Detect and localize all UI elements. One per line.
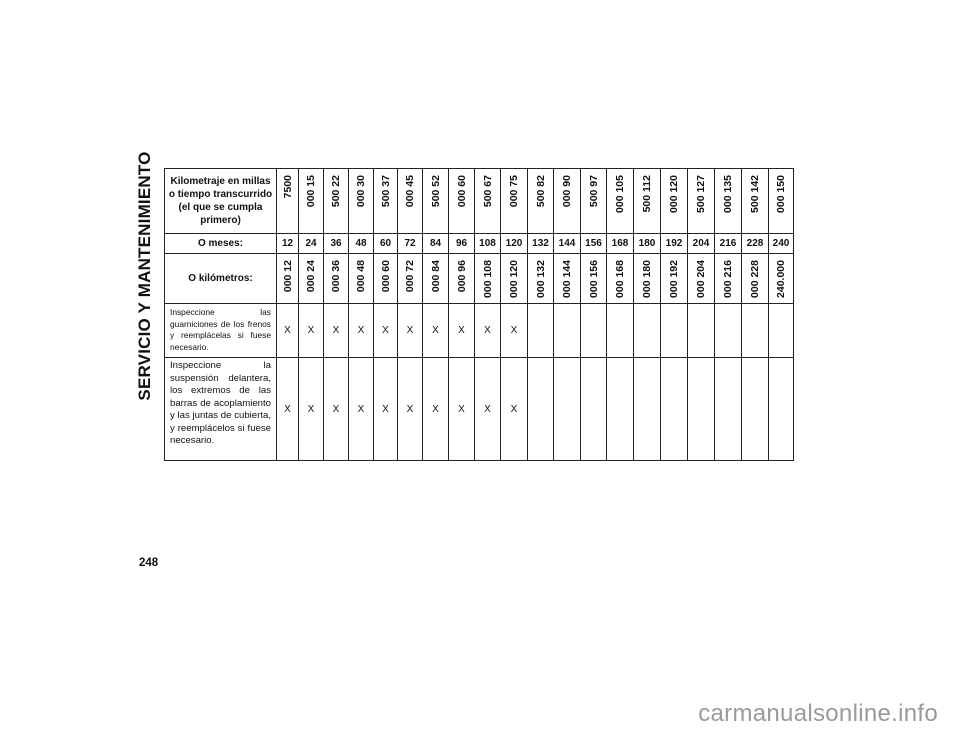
page-number: 248 <box>139 557 159 569</box>
kilometers-value: 48 000 <box>355 260 367 293</box>
months-label: O meses: <box>165 234 277 254</box>
kilometers-value: 204 000 <box>695 260 707 298</box>
months-value: 108 <box>475 234 501 254</box>
months-value: 60 <box>374 234 398 254</box>
service-mark: X <box>299 358 324 461</box>
kilometers-value: 72 000 <box>404 260 416 293</box>
kilometers-value: 84 000 <box>429 260 442 293</box>
months-value: 180 <box>634 234 661 254</box>
kilometers-cell <box>449 254 475 304</box>
service-mark: X <box>475 304 501 358</box>
service-mark: X <box>324 304 349 358</box>
months-value: 168 <box>607 234 634 254</box>
mileage-cell <box>398 169 423 234</box>
service-mark <box>554 304 581 358</box>
service-mark <box>715 358 742 461</box>
kilometers-value: 120 000 <box>508 260 520 298</box>
mileage-cell <box>528 169 554 234</box>
kilometers-cell <box>398 254 423 304</box>
service-mark: X <box>501 358 528 461</box>
mileage-label: Kilometraje en millas o tiempo transcurrido (el que se cumpla primero) <box>165 169 277 234</box>
kilometers-value: 168 000 <box>614 260 626 298</box>
service-mark: X <box>277 304 299 358</box>
months-value: 24 <box>299 234 324 254</box>
kilometers-cell <box>715 254 742 304</box>
service-mark: X <box>349 358 374 461</box>
months-value: 216 <box>715 234 742 254</box>
service-mark <box>528 304 554 358</box>
kilometers-cell <box>475 254 501 304</box>
kilometers-cell <box>299 254 324 304</box>
kilometers-cell <box>661 254 688 304</box>
months-value: 36 <box>324 234 349 254</box>
maintenance-schedule-table <box>164 168 794 461</box>
service-mark <box>742 304 769 358</box>
mileage-cell <box>501 169 528 234</box>
service-mark: X <box>501 304 528 358</box>
service-mark: X <box>423 358 449 461</box>
section-title <box>133 151 157 401</box>
mileage-value: 127 500 <box>695 175 707 213</box>
service-mark <box>769 304 794 358</box>
kilometers-value: 132 000 <box>534 260 547 298</box>
service-mark: X <box>277 358 299 461</box>
service-mark <box>581 358 607 461</box>
task-row <box>165 304 794 358</box>
mileage-cell <box>581 169 607 234</box>
kilometers-value: 228 000 <box>749 260 761 298</box>
mileage-cell <box>299 169 324 234</box>
months-value: 120 <box>501 234 528 254</box>
months-value: 144 <box>554 234 581 254</box>
kilometers-cell <box>528 254 554 304</box>
mileage-value: 142 500 <box>749 175 761 213</box>
kilometers-value: 60 000 <box>379 260 392 293</box>
service-mark: X <box>374 358 398 461</box>
service-mark: X <box>324 358 349 461</box>
kilometers-label: O kilómetros: <box>165 254 277 304</box>
kilometers-cell <box>634 254 661 304</box>
mileage-cell <box>554 169 581 234</box>
mileage-cell <box>277 169 299 234</box>
service-mark: X <box>449 358 475 461</box>
service-mark <box>554 358 581 461</box>
kilometers-value: 216 000 <box>722 260 734 298</box>
mileage-value: 52 500 <box>429 175 442 208</box>
service-mark <box>715 304 742 358</box>
service-mark <box>769 358 794 461</box>
service-mark <box>661 358 688 461</box>
service-mark <box>528 358 554 461</box>
service-mark <box>742 358 769 461</box>
mileage-cell <box>607 169 634 234</box>
mileage-value: 60 000 <box>455 175 468 208</box>
kilometers-cell <box>769 254 794 304</box>
kilometers-value: 96 000 <box>455 260 468 293</box>
mileage-cell <box>769 169 794 234</box>
service-mark: X <box>423 304 449 358</box>
service-mark: X <box>475 358 501 461</box>
months-value: 48 <box>349 234 374 254</box>
kilometers-value: 192 000 <box>668 260 680 298</box>
months-value: 228 <box>742 234 769 254</box>
kilometers-value: 24 000 <box>305 260 317 293</box>
mileage-value: 90 000 <box>561 175 573 208</box>
kilometers-cell <box>607 254 634 304</box>
service-mark <box>634 304 661 358</box>
kilometers-cell <box>501 254 528 304</box>
kilometers-cell <box>554 254 581 304</box>
mileage-cell <box>661 169 688 234</box>
months-value: 192 <box>661 234 688 254</box>
months-value: 96 <box>449 234 475 254</box>
mileage-value: 30 000 <box>355 175 367 208</box>
mileage-value: 120 000 <box>668 175 680 213</box>
mileage-value: 97 500 <box>587 175 600 208</box>
mileage-value: 105 000 <box>614 175 626 213</box>
task-row <box>165 358 794 461</box>
mileage-row <box>165 169 794 234</box>
months-value: 12 <box>277 234 299 254</box>
mileage-value: 112 500 <box>641 175 653 213</box>
mileage-value: 15 000 <box>305 175 317 208</box>
kilometers-value: 180 000 <box>641 260 653 298</box>
mileage-value: 37 500 <box>379 175 392 208</box>
months-value: 156 <box>581 234 607 254</box>
service-mark <box>688 358 715 461</box>
months-value: 84 <box>423 234 449 254</box>
kilometers-value: 12 000 <box>281 260 294 293</box>
service-mark: X <box>398 358 423 461</box>
months-value: 132 <box>528 234 554 254</box>
kilometers-value: 36 000 <box>330 260 342 293</box>
service-mark: X <box>449 304 475 358</box>
months-row <box>165 234 794 254</box>
service-mark <box>688 304 715 358</box>
service-mark: X <box>299 304 324 358</box>
kilometers-cell <box>374 254 398 304</box>
service-mark <box>661 304 688 358</box>
service-mark <box>634 358 661 461</box>
section-title-text: SERVICIO Y MANTENIMIENTO <box>135 151 154 401</box>
service-mark <box>607 358 634 461</box>
mileage-cell <box>449 169 475 234</box>
mileage-cell <box>324 169 349 234</box>
kilometers-cell <box>423 254 449 304</box>
months-value: 240 <box>769 234 794 254</box>
service-mark <box>607 304 634 358</box>
kilometers-cell <box>277 254 299 304</box>
task-description: Inspeccione la suspensión delantera, los extremos de las barras de acoplamiento y las juntas de cubierta, y reemplácelos si fuese necesario. <box>165 358 277 461</box>
mileage-cell <box>715 169 742 234</box>
service-mark <box>581 304 607 358</box>
kilometers-value: 108 000 <box>481 260 494 298</box>
mileage-value: 150 000 <box>775 175 787 213</box>
mileage-value: 75 000 <box>508 175 520 208</box>
watermark: carmanualsonline.info <box>698 700 938 727</box>
kilometers-cell <box>742 254 769 304</box>
mileage-cell <box>475 169 501 234</box>
mileage-value: 135 000 <box>722 175 734 213</box>
mileage-value: 45 000 <box>404 175 416 208</box>
kilometers-row <box>165 254 794 304</box>
mileage-cell <box>423 169 449 234</box>
mileage-cell <box>349 169 374 234</box>
service-mark: X <box>349 304 374 358</box>
months-value: 72 <box>398 234 423 254</box>
service-mark: X <box>398 304 423 358</box>
kilometers-value: 240.000 <box>775 260 787 298</box>
service-mark: X <box>374 304 398 358</box>
mileage-cell <box>374 169 398 234</box>
months-value: 204 <box>688 234 715 254</box>
mileage-cell <box>634 169 661 234</box>
mileage-cell <box>742 169 769 234</box>
mileage-value: 67 500 <box>481 175 494 208</box>
task-description: Inspeccione las guarniciones de los frenos y reemplácelas si fuese necesario. <box>165 304 277 358</box>
mileage-value: 22 500 <box>330 175 342 208</box>
mileage-cell <box>688 169 715 234</box>
kilometers-cell <box>324 254 349 304</box>
kilometers-value: 144 000 <box>561 260 573 298</box>
kilometers-cell <box>581 254 607 304</box>
mileage-value: 82 500 <box>534 175 547 208</box>
kilometers-value: 156 000 <box>587 260 600 298</box>
kilometers-cell <box>688 254 715 304</box>
kilometers-cell <box>349 254 374 304</box>
mileage-value: 7500 <box>281 175 294 199</box>
